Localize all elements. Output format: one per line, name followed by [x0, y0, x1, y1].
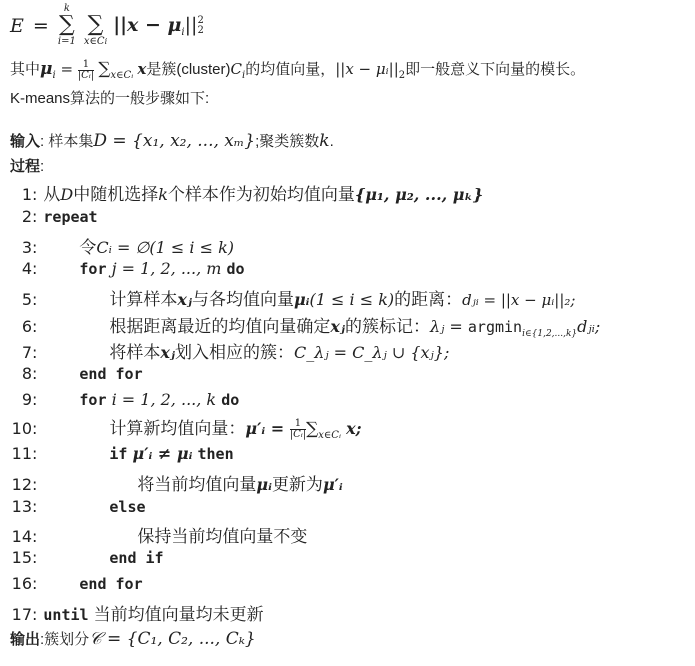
- prose-prefix: 其中: [10, 61, 41, 78]
- prose-C: C: [230, 60, 242, 78]
- step-number: 1: [21, 185, 32, 204]
- step-1: 1: 从D中随机选择k个样本作为初始均值向量{μ₁, μ₂, ..., μₖ}: [10, 180, 483, 205]
- process-label: 过程: [10, 158, 41, 175]
- step-14: 14: 保持当前均值向量不变: [11, 527, 308, 547]
- step-8: 8: end for: [10, 364, 143, 383]
- step-number: 9: [21, 390, 32, 409]
- prose-line-2: K-means算法的一般步骤如下:: [10, 90, 210, 107]
- output-text: :簇划分: [40, 631, 90, 648]
- sum2-symbol: ∑: [87, 12, 104, 37]
- algorithm-input: [10, 130, 334, 151]
- step-number: 5: [21, 290, 32, 309]
- step-15: 15: end if: [11, 548, 164, 567]
- step-5: 5: 计算样本xⱼ与各均值向量μᵢ(1 ≤ i ≤ k)的距离：dⱼᵢ = ||x − μᵢ||₂;: [10, 285, 575, 310]
- output-label: 输出: [10, 631, 41, 648]
- algorithm-process-header: [10, 155, 44, 176]
- step-6: 6: 根据距离最近的均值向量确定xⱼ的簇标记：λⱼ = argmin$_{i\in\{1,2,...,k\}}$dⱼᵢ;: [10, 312, 600, 339]
- step-number: 4: [21, 259, 32, 278]
- step-number: 12: [11, 475, 32, 494]
- formula-lhs: E: [10, 15, 24, 37]
- step-number: 7: [21, 343, 32, 362]
- prose-mu: μ: [40, 59, 53, 79]
- prose-norm: ||x − μᵢ||: [335, 60, 399, 78]
- prose-mid: 是簇(cluster): [146, 61, 231, 78]
- step-4: 4: for j = 1, 2, ..., m do: [10, 259, 245, 278]
- prose-mid2: 的均值向量，: [245, 61, 336, 78]
- norm-sup: 2: [197, 15, 204, 26]
- norm-body: ||x − μ: [113, 14, 182, 36]
- step-7: 7: 将样本xⱼ划入相应的簇：C_λⱼ = C_λⱼ ∪ {xⱼ};: [10, 338, 449, 363]
- step-number: 11: [11, 444, 32, 463]
- step-number: 2: [21, 207, 32, 226]
- prose-sum: ∑: [98, 59, 111, 79]
- prose-mu-sub: i: [52, 70, 56, 81]
- prose-fraction: [78, 60, 94, 81]
- step-number: 14: [11, 527, 32, 546]
- norm-index: 2: [197, 25, 204, 36]
- step-17: 17: until 当前均值向量均未更新: [11, 605, 264, 625]
- norm-close: ||: [184, 14, 198, 36]
- step-number: 17: [11, 605, 32, 624]
- step-9: 9: for i = 1, 2, ..., k do: [10, 390, 239, 409]
- sum-over-clusters: [58, 4, 76, 48]
- formula-norm: [113, 14, 204, 36]
- prose-frac-num: 1: [78, 60, 94, 71]
- step-number: 15: [11, 548, 32, 567]
- step-2: 2: repeat: [10, 207, 98, 226]
- output-set: 𝒞 = {C₁, C₂, ..., Cₖ}: [89, 629, 256, 649]
- sum1-top: k: [63, 3, 70, 14]
- prose-line-1: [10, 58, 585, 81]
- sum-over-samples: [84, 4, 107, 48]
- input-text-prefix: : 样本集: [40, 133, 94, 150]
- step-number: 6: [21, 317, 32, 336]
- step-number: 16: [11, 574, 32, 593]
- step-number: 3: [21, 238, 32, 257]
- input-k: k: [319, 131, 330, 151]
- sse-formula: [10, 4, 204, 52]
- prose-C-sub: i: [242, 70, 246, 81]
- step-3: 3: 令Cᵢ = ∅(1 ≤ i ≤ k): [10, 233, 234, 258]
- step-10: 10: 计算新均值向量：μ′ᵢ = $\frac{1}{\text{|Cᵢ|}}$ $\sum_{x\in Cᵢ}$ x;: [11, 418, 362, 441]
- input-set: D = {x₁, x₂, ..., xₘ}: [93, 131, 256, 151]
- prose-norm-sub: 2: [398, 70, 406, 81]
- step-16: 16: end for: [11, 574, 143, 593]
- algorithm-output: [10, 628, 256, 649]
- step-number: 8: [21, 364, 32, 383]
- prose-eq: =: [55, 60, 78, 78]
- step-11: 11: if μ′ᵢ ≠ μᵢ then: [11, 444, 234, 463]
- step-number: 13: [11, 497, 32, 516]
- formula-eq: =: [32, 15, 49, 37]
- prose-tail: 即一般意义下向量的模长。: [405, 61, 586, 78]
- prose-sum-sub: x∈Cᵢ: [110, 70, 134, 81]
- prose-frac-den: |Cᵢ|: [77, 69, 95, 81]
- process-colon: :: [40, 158, 45, 175]
- step-12: 12: 将当前均值向量μᵢ更新为μ′ᵢ: [11, 475, 343, 495]
- input-label: 输入: [10, 133, 41, 150]
- step-number: 10: [11, 419, 32, 438]
- sum2-bottom-sub: i: [104, 37, 108, 46]
- step-13: 13: else: [11, 497, 146, 516]
- sum1-symbol: ∑: [59, 12, 75, 37]
- prose-x: x: [137, 60, 147, 78]
- sum2-bottom: x∈C: [83, 36, 105, 47]
- norm-sub: i: [181, 27, 185, 38]
- sum1-bottom: i=1: [57, 36, 76, 47]
- input-end: .: [329, 133, 334, 150]
- input-text-suffix: ;聚类簇数: [255, 133, 320, 150]
